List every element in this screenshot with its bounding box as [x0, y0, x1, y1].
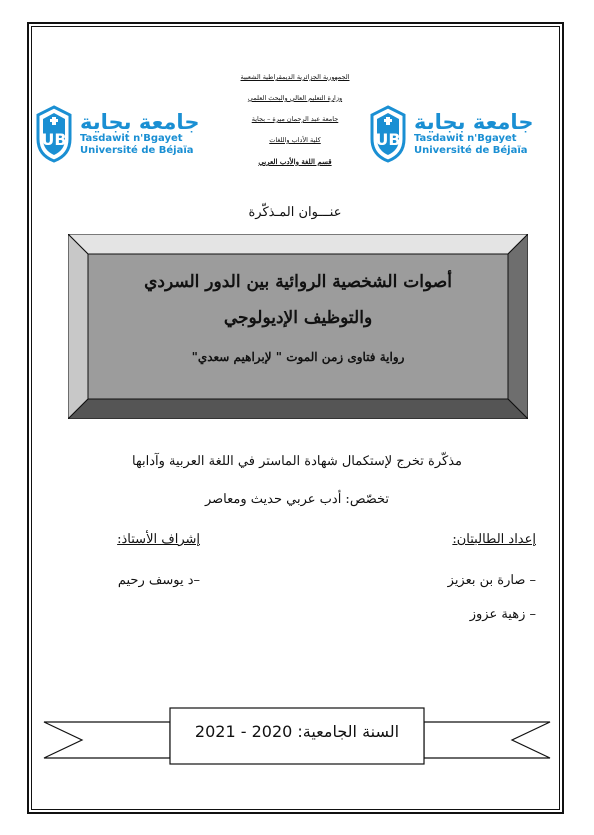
students-heading: إعداد الطالبتان: — [452, 532, 536, 547]
thesis-title: أصوات الشخصية الروائية بين الدور السردي والتوظيف الإديولوجي — [144, 272, 452, 328]
student-name-2: – زهية عزوز — [469, 607, 536, 622]
title-box — [68, 234, 528, 419]
academic-year-banner — [42, 700, 552, 770]
thesis-title-label: عنـــوان المـذكّرة — [248, 205, 342, 220]
university-emblem-icon — [34, 105, 74, 163]
header-republic: الجمهورية الجزائرية الديمقراطية الشعبية — [240, 73, 350, 81]
logo-french-name: Université de Béjaïa — [80, 145, 194, 156]
header-department: قسم اللغة والأدب العربي — [258, 157, 332, 166]
supervisor-name: –د يوسف رحيم — [117, 573, 200, 588]
university-logo-right — [368, 103, 533, 165]
thesis-purpose: مذكّرة تخرج لإستكمال شهادة الماستر في اللغة العربية وآدابها — [132, 454, 462, 469]
logo-kabyle-name: Tasdawit n'Bgayet — [80, 133, 183, 144]
logo-kabyle-name: Tasdawit n'Bgayet — [414, 133, 517, 144]
logo-french-name: Université de Béjaïa — [414, 145, 528, 156]
header-university: جامعة عبد الرحمان ميرة – بجاية — [251, 115, 339, 123]
svg-text:UB: UB — [375, 130, 401, 149]
institution-header — [200, 73, 390, 178]
academic-year: السنة الجامعية: 2020 - 2021 — [194, 722, 400, 741]
university-logo-left — [34, 103, 199, 165]
student-name-1: – صارة بن بعزيز — [447, 573, 536, 588]
supervisor-heading: إشراف الأستاذ: — [117, 532, 200, 547]
header-faculty: كلية الأداب واللغات — [269, 136, 321, 144]
logo-arabic-name: جامعة بجاية — [80, 110, 200, 134]
svg-text:UB: UB — [41, 130, 67, 149]
logo-arabic-name: جامعة بجاية — [414, 110, 534, 134]
specialty: تخصّص: أدب عربي حديث ومعاصر — [204, 492, 390, 507]
thesis-subtitle: رواية فتاوى زمن الموت " لإبراهيم سعدي" — [191, 350, 405, 364]
header-ministry: وزارة التعليم العالي والبحث العلمي — [247, 94, 343, 102]
